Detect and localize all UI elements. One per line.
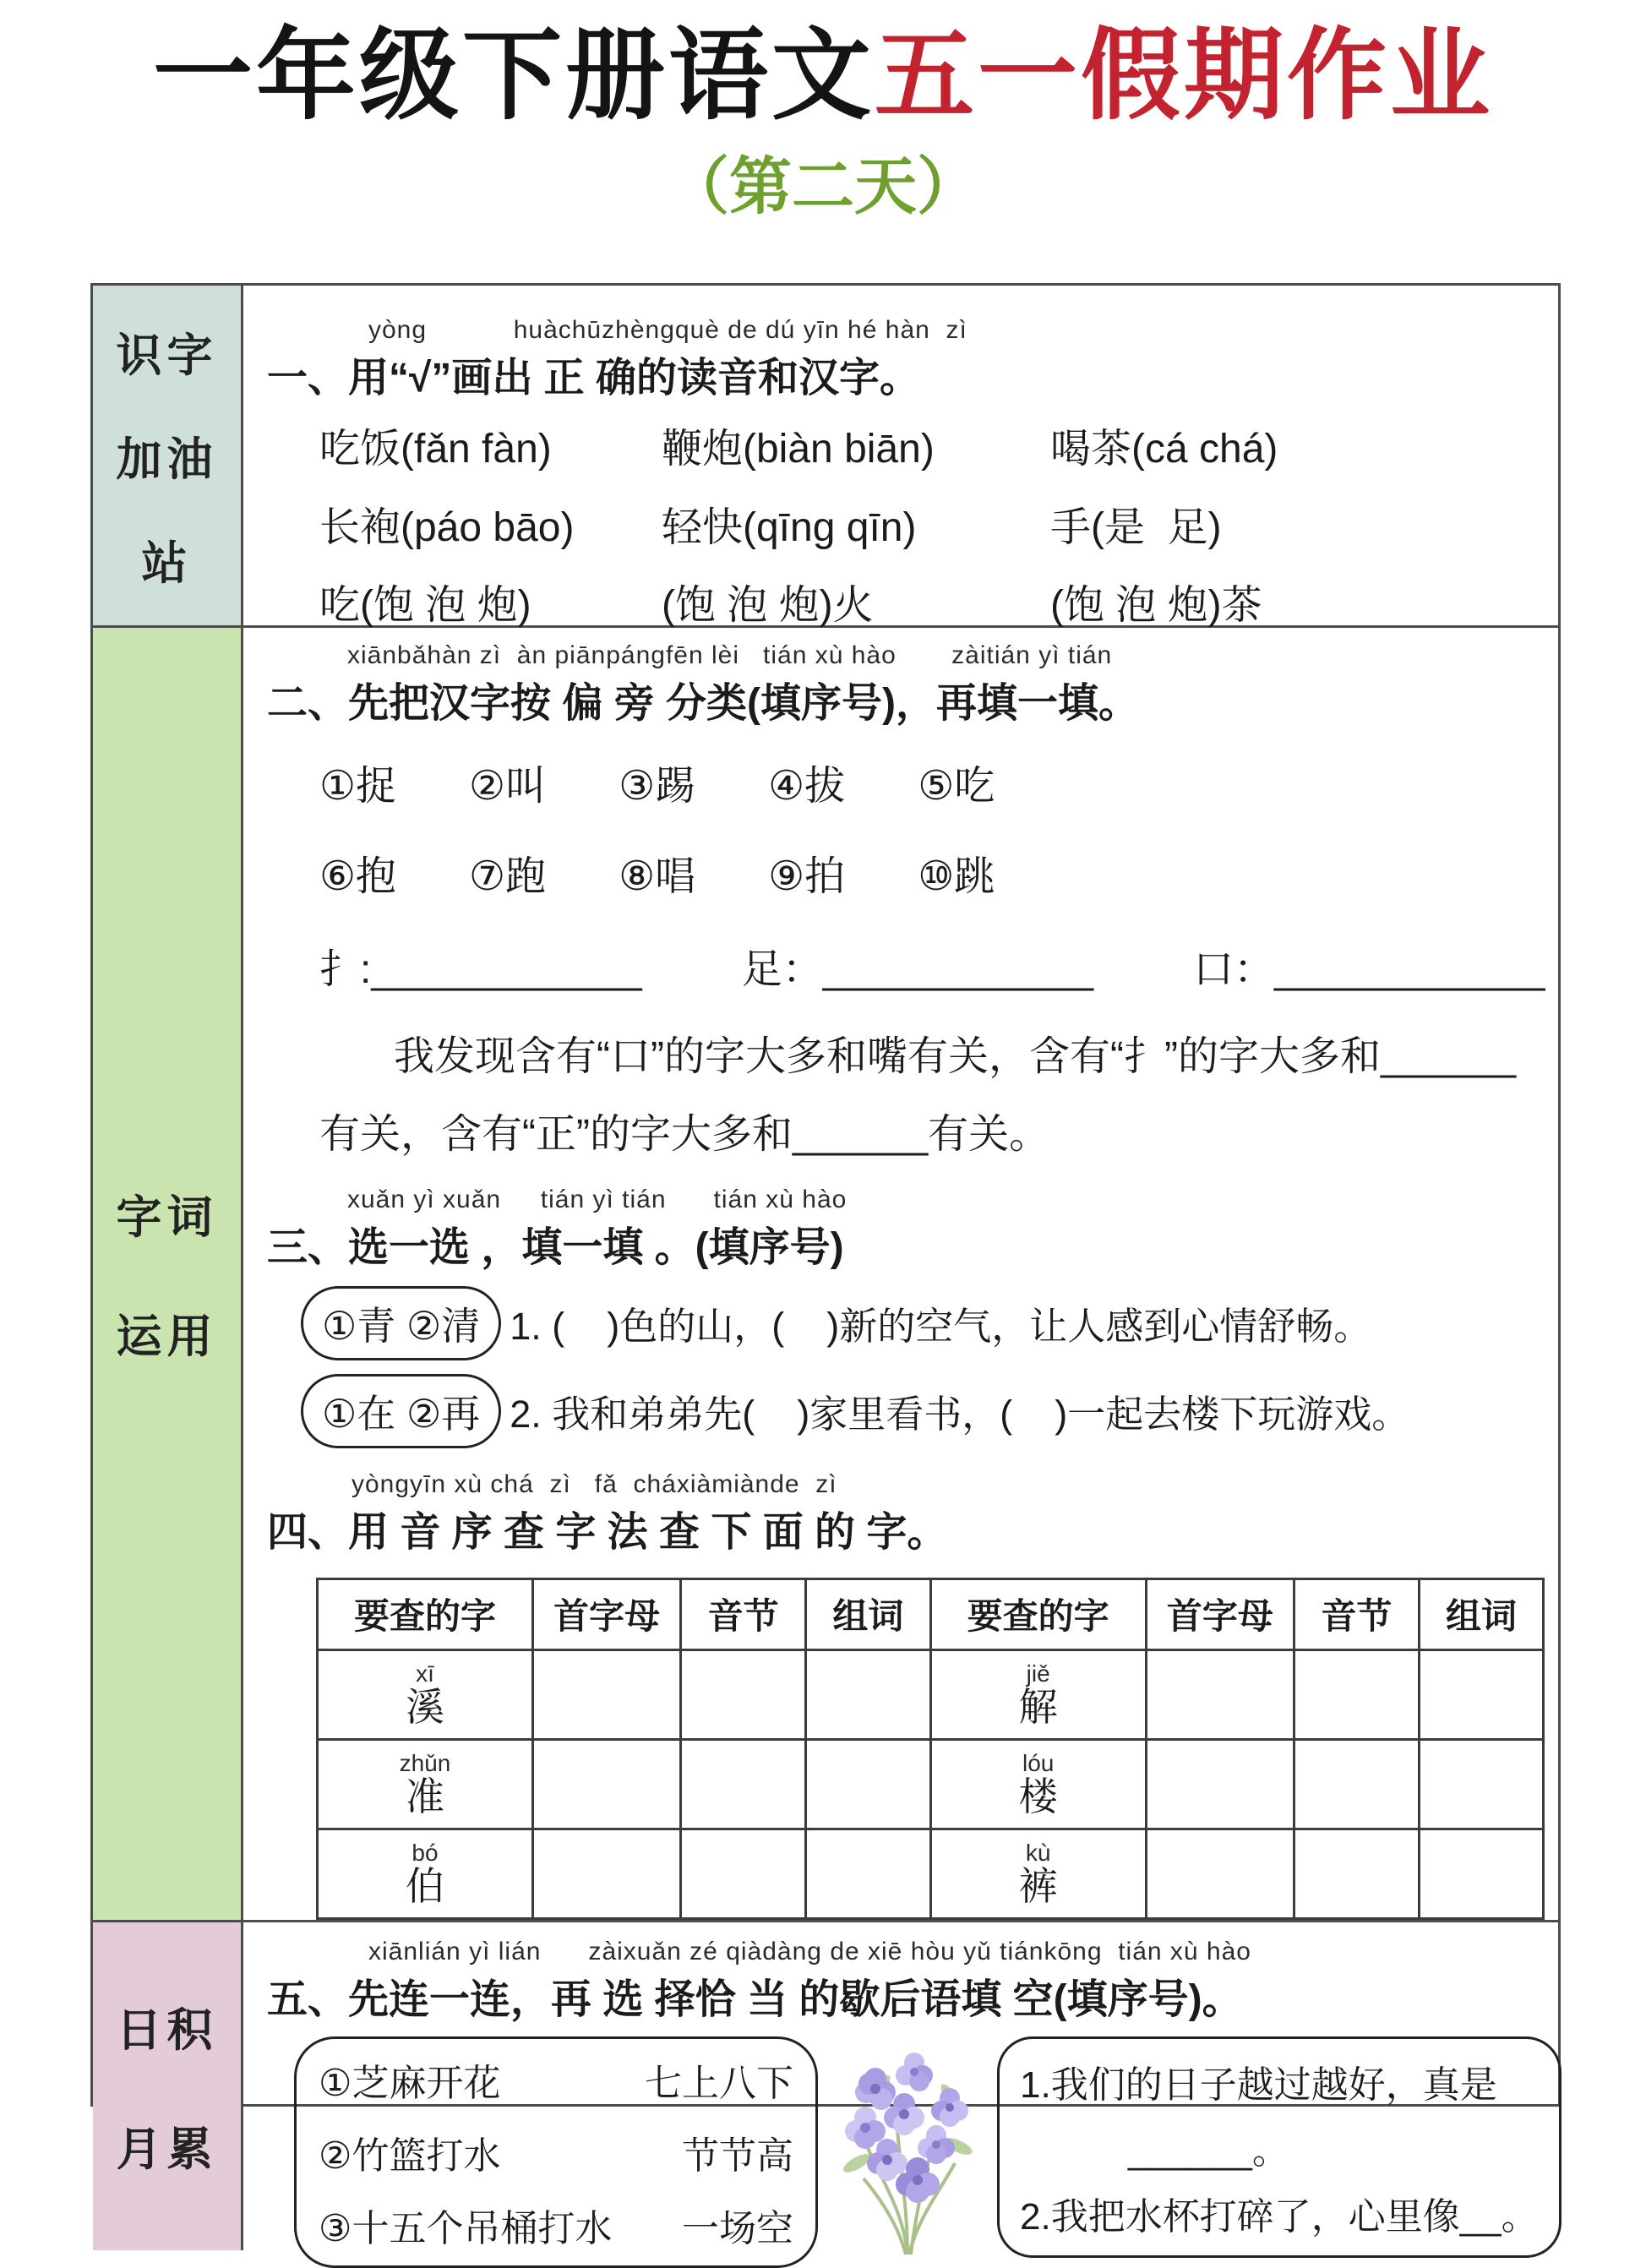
section-words (93, 628, 1558, 1922)
label-line: 加油 (116, 433, 218, 485)
char-hanzi: 准 (406, 1775, 444, 1819)
flower-bouquet-image (823, 2036, 992, 2263)
table-input-cell (1419, 1649, 1544, 1739)
header-cell: 音节 (1294, 1578, 1420, 1649)
char-pinyin: bó (412, 1840, 439, 1867)
character-item: ⑧唱 (619, 853, 696, 899)
exercise1-title: 一、用“√”画出 正 确的读音和汉字。 (267, 356, 921, 401)
exercise2-discovery-line1: 我发现含有“口”的字大多和嘴有关，含有“扌”的字大多和______ (394, 1033, 1517, 1079)
table-input-cell (681, 1739, 806, 1829)
exercise4-title: 四、用 音 序 查 字 法 查 下 面 的 字。 (267, 1509, 948, 1555)
option-item: 喝茶(cá chá) (1050, 427, 1278, 472)
match-phrase: ①芝麻开花 (319, 2062, 501, 2104)
lookup-char-cell (318, 1739, 533, 1829)
character-item: ⑤吃 (918, 764, 995, 809)
label-line: 运用 (116, 1311, 218, 1363)
table-input-cell (681, 1829, 806, 1918)
match-answer: 一场空 (682, 2207, 793, 2249)
option-row (319, 504, 1541, 553)
label-line: 月累 (116, 2124, 218, 2175)
fill-answer-box (997, 2036, 1562, 2258)
char-pinyin: zhǔn (399, 1750, 451, 1777)
page-header (0, 0, 1646, 226)
option-item: (饱 泡 炮)火 (662, 583, 874, 629)
option-row (319, 581, 1541, 631)
exercise2-characters-row1 (319, 762, 1545, 812)
section-literacy-body (243, 286, 1558, 629)
label-line: 字词 (116, 1192, 218, 1244)
label-line: 站 (141, 537, 193, 589)
radical-blank-foot: 足：____________ (741, 947, 1094, 993)
page-title (0, 22, 1646, 132)
table-input-cell (533, 1739, 681, 1829)
option-item: 长袍(páo bāo) (319, 504, 575, 550)
table-input-cell (1294, 1649, 1420, 1739)
char-hanzi: 裤 (1018, 1864, 1058, 1909)
section-label-accumulation (93, 1922, 243, 2250)
dictionary-lookup-table (316, 1578, 1545, 1920)
table-input-cell (681, 1649, 806, 1739)
table-input-cell (806, 1649, 931, 1739)
page-subtitle: （第二天） (667, 150, 979, 221)
header-cell: 组词 (806, 1578, 931, 1649)
exercise1-options (319, 425, 1541, 631)
exercise2-radical-blanks (319, 946, 1545, 995)
exercise3-title: 三、选一选 ，填一填 。(填序号) (267, 1224, 844, 1270)
character-item: ⑦跑 (469, 853, 547, 899)
page-title-black: 一年级下册语文 (152, 20, 875, 132)
char-hanzi: 溪 (406, 1685, 444, 1730)
match-phrase: ③十五个吊桶打水 (319, 2207, 613, 2249)
lookup-char-cell (930, 1739, 1146, 1829)
exercise3-item1 (301, 1286, 1545, 1360)
table-input-cell (1419, 1829, 1544, 1918)
char-hanzi: 楼 (1018, 1775, 1058, 1819)
section-literacy (93, 286, 1558, 628)
header-cell: 要查的字 (318, 1578, 533, 1649)
exercise2-title: 二、先把汉字按 偏 旁 分类(填序号)，再填一填。 (267, 681, 1139, 726)
answer-line: 2.我把水杯打碎了，心里像__。 (1020, 2195, 1539, 2238)
table-input-cell (1146, 1739, 1294, 1829)
exercise5-content (294, 2036, 1565, 2268)
exercise2-pinyin: xiānbǎhàn zì àn piānpángfēn lèi tián xù hào zàitián yì tián (347, 641, 1113, 669)
table-input-cell (1294, 1739, 1420, 1829)
option-item: 吃饭(fǎn fàn) (319, 427, 552, 472)
label-line: 识字 (116, 330, 218, 381)
char-pinyin: xī (416, 1660, 434, 1687)
answer-line: 1.我们的日子越过越好，真是 (1020, 2064, 1497, 2106)
option-item: 手(是 足) (1050, 504, 1222, 550)
match-phrase: ②竹篮打水 (319, 2134, 501, 2177)
label-line: 日积 (116, 2004, 218, 2056)
table-input-cell (1419, 1739, 1544, 1829)
answer-blank-line: ______。 (1128, 2129, 1289, 2172)
fill-sentence: 2. 我和弟弟先( )家里看书，( )一起去楼下玩游戏。 (510, 1393, 1410, 1437)
char-pinyin: jiě (1026, 1660, 1050, 1687)
char-hanzi: 伯 (406, 1864, 444, 1909)
option-item: 轻快(qīng qīn) (662, 504, 917, 550)
table-row (318, 1829, 1544, 1918)
table-input-cell (1146, 1829, 1294, 1918)
section-label-literacy (93, 286, 243, 625)
table-input-cell (1146, 1649, 1294, 1739)
match-answer: 七上八下 (645, 2062, 793, 2104)
option-row (319, 425, 1541, 475)
table-row (318, 1739, 1544, 1829)
section-accumulation (93, 1922, 1558, 2250)
exercise5-pinyin: xiānlián yì lián zàixuǎn zé qiàdàng de xiē hòu yǔ tiánkōng tián xù hào (368, 1937, 1251, 1965)
lookup-char-cell (318, 1829, 533, 1918)
table-input-cell (806, 1739, 931, 1829)
table-header-row (318, 1578, 1544, 1649)
header-cell: 要查的字 (930, 1578, 1146, 1649)
option-item: 鞭炮(biàn biān) (662, 427, 935, 472)
header-cell: 音节 (681, 1578, 806, 1649)
section-accumulation-body (243, 1922, 1582, 2250)
lookup-char-cell (930, 1649, 1146, 1739)
exercise2-discovery-line2: 有关，含有“正”的字大多和______有关。 (319, 1112, 1050, 1158)
matching-box (294, 2036, 818, 2268)
char-pinyin: kù (1025, 1840, 1051, 1867)
character-item: ⑨拍 (768, 853, 846, 899)
exercise4-pinyin: yòngyīn xù chá zì fǎ cháxiàmiànde zì (352, 1469, 837, 1498)
table-input-cell (533, 1829, 681, 1918)
character-item: ②叫 (469, 764, 547, 809)
option-item: 吃(饱 泡 炮) (319, 583, 531, 629)
match-answer: 节节高 (682, 2134, 793, 2177)
char-pinyin: lóu (1022, 1750, 1055, 1777)
matching-row (319, 2198, 793, 2252)
fill-sentence: 1. ( )色的山，( )新的空气，让人感到心情舒畅。 (510, 1305, 1372, 1349)
worksheet-frame (90, 283, 1561, 2249)
exercise5-title: 五、先连一连，再 选 择恰 当 的歇后语填 空(填序号)。 (267, 1976, 1243, 2022)
header-cell: 首字母 (1146, 1578, 1294, 1649)
exercise1-pinyin: yòng huàchūzhèngquè de dú yīn hé hàn zì (368, 316, 967, 344)
header-cell: 首字母 (533, 1578, 681, 1649)
lookup-char-cell (930, 1829, 1146, 1918)
matching-row (319, 2125, 793, 2179)
table-row (318, 1649, 1544, 1739)
exercise3-pinyin: xuǎn yì xuǎn tián yì tián tián xù hào (347, 1185, 848, 1213)
character-item: ⑥抱 (319, 853, 397, 899)
page-title-red: 五一假期作业 (875, 20, 1494, 132)
radical-blank-hand: 扌:____________ (319, 947, 642, 993)
choice-pill: ①青 ②清 (301, 1286, 501, 1360)
table-input-cell (533, 1649, 681, 1739)
char-hanzi: 解 (1018, 1685, 1058, 1730)
section-words-body (243, 628, 1562, 1920)
exercise3-item2 (301, 1374, 1545, 1448)
option-item: (饱 泡 炮)茶 (1050, 583, 1262, 629)
table-input-cell (1294, 1829, 1420, 1918)
character-item: ①捉 (319, 764, 397, 809)
lookup-char-cell (318, 1649, 533, 1739)
character-item: ⑩跳 (918, 853, 995, 899)
exercise2-characters-row2 (319, 853, 1545, 902)
table-input-cell (806, 1829, 931, 1918)
header-cell: 组词 (1419, 1578, 1544, 1649)
matching-row (319, 2053, 793, 2107)
radical-blank-mouth: 口：____________ (1193, 947, 1545, 993)
section-label-words (93, 628, 243, 1920)
choice-pill: ①在 ②再 (301, 1374, 501, 1448)
character-item: ③踢 (619, 764, 696, 809)
character-item: ④拔 (768, 764, 846, 809)
